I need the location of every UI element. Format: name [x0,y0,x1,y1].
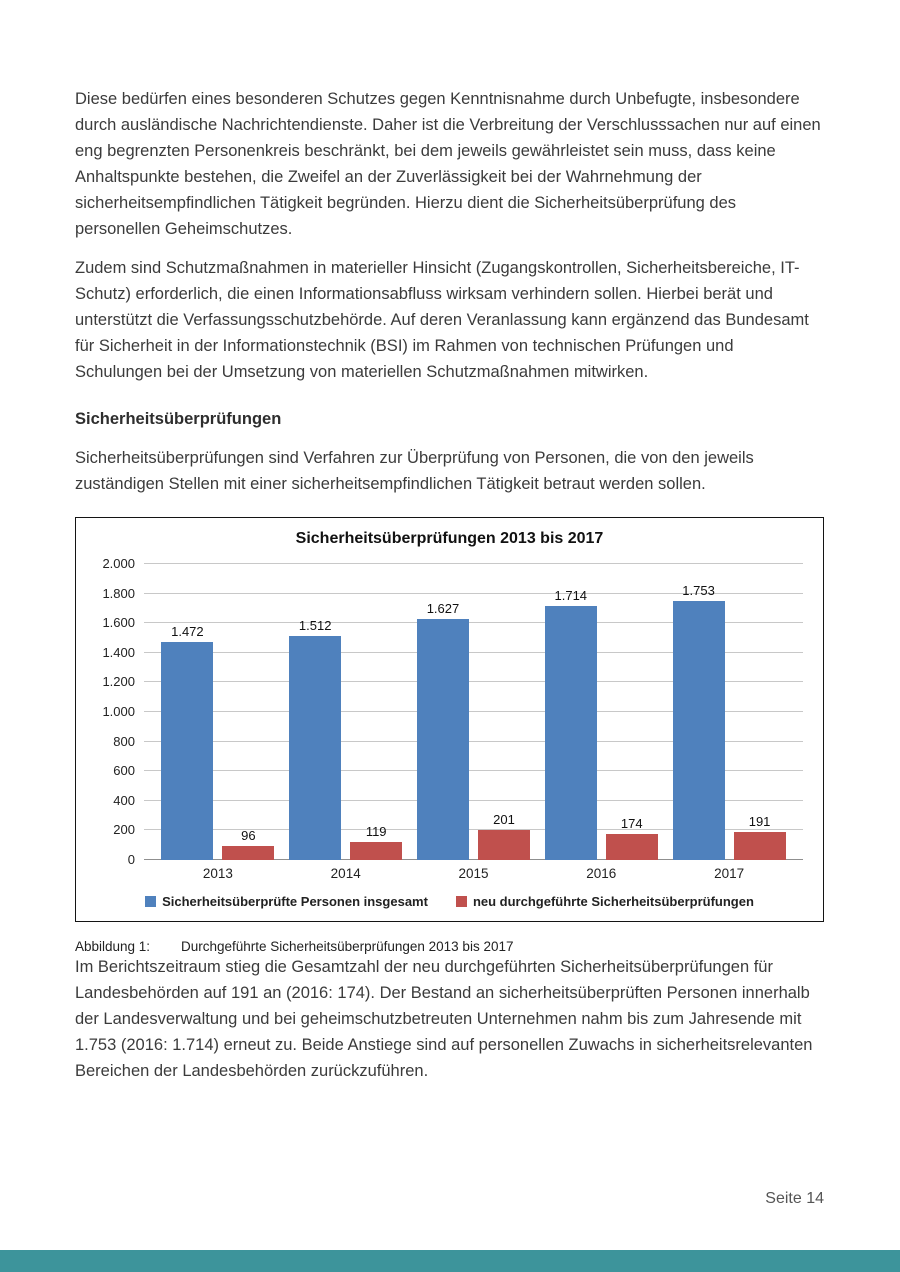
chart-legend [90,894,809,909]
bar-group-2013 [154,564,282,860]
bar-new [734,832,786,860]
bar-group-2016 [537,564,665,860]
x-tick-label: 2013 [202,866,233,881]
bar-total [417,619,469,860]
chart [75,517,824,922]
bar-value-label: 1.512 [298,618,332,634]
bar-total [161,642,213,860]
bar-value-label: 1.472 [171,624,204,640]
bar-new [222,846,274,860]
bar-value-label: 174 [620,816,643,832]
body-paragraph-4: Im Berichtszeitraum stieg die Gesamtzahl der neu durchgeführten Sicherheitsüberprüfungen für Landesbehörden auf 191 an (2016: 174). Der Bestand an sicherheitsüberprüften Personen innerhalb der Landesverwaltung und bei geheimschutzbetreuten Unternehmen nahm bis zum Jahresende mit 1.753 (2016: 1.714) erneut zu. Beide Anstiege sind auf personellen Zuwachs in sicherheitsrelevanten Bereichen der Landesbehörden zurückzuführen. [75,958,813,1080]
bar-value-label: 1.627 [426,601,460,617]
bar-total [545,606,597,860]
chart-xaxis [144,866,803,881]
bar-wrap [222,564,274,860]
y-tick-label: 800 [113,733,135,749]
body-paragraph-1: Diese bedürfen eines besonderen Schutzes gegen Kenntnisnahme durch Unbefugte, insbesondere durch ausländische Nachrichtendienste. Daher ist die Verbreitung der Verschlusssachen nur auf einen eng begrenzten Personenkreis beschränkt, bei dem jeweils gewährleistet sein muss, dass keine Anhaltspunkte bestehen, die Zweifel an der Zuverlässigkeit bei der Wahrnehmung der sicherheitsempfindlichen Tätigkeit begründen. Hierzu dient die Sicherheitsüberprüfung des personellen Geheimschutzes. [75,90,821,238]
y-tick-label: 2.000 [102,556,135,571]
legend-label: Sicherheitsüberprüfte Personen insgesamt [162,894,428,909]
bar-new [350,842,402,860]
bar-wrap [478,564,530,860]
legend-swatch-icon [456,896,467,907]
x-tick-label: 2016 [586,866,617,881]
footer-accent-bar [0,1250,900,1272]
x-tick-label: 2017 [714,866,745,881]
bar-total [289,636,341,860]
y-tick-label: 200 [113,822,135,838]
bar-wrap [350,564,402,860]
chart-plot [102,556,803,867]
section-heading: Sicherheitsüberprüfungen [75,410,282,428]
bar-value-label: 119 [365,824,387,840]
y-tick-label: 600 [113,763,135,779]
bar-wrap [417,564,469,860]
bar-group-2015 [410,564,538,860]
y-tick-label: 1.800 [102,585,135,601]
bar-wrap [673,564,725,860]
bar-wrap [545,564,597,860]
bar-wrap [289,564,341,860]
body-paragraph-3: Sicherheitsüberprüfungen sind Verfahren zur Überprüfung von Personen, die von den jeweils zuständigen Stellen mit einer sicherheitsempfindlichen Tätigkeit betraut werden sollen. [75,449,754,493]
y-tick-label: 1.000 [102,704,135,719]
bar-new [606,834,658,860]
legend-label: neu durchgeführte Sicherheitsüberprüfungen [472,894,754,909]
figure-caption-label: Abbildung 1: [75,939,151,954]
bar-total [673,601,725,860]
y-tick-label: 1.200 [102,674,135,690]
bar-value-label: 96 [241,827,256,843]
y-tick-label: 400 [113,792,135,808]
legend-item [145,894,428,909]
bar-value-label: 191 [748,813,771,829]
bar-group-2014 [282,564,410,860]
y-tick-label: 1.400 [102,644,135,660]
bar-value-label: 1.753 [682,582,715,598]
x-tick-label: 2014 [330,866,361,881]
x-tick-label: 2015 [458,866,489,881]
y-tick-label: 0 [127,852,135,867]
page-number: Seite 14 [765,1190,824,1207]
body-paragraph-2: Zudem sind Schutzmaßnahmen in materieller Hinsicht (Zugangskontrollen, Sicherheitsbereiche, IT-Schutz) erforderlich, die einen Informationsabfluss wirksam verhindern sollen. Hierbei berät und unterstützt die Verfassungsschutzbehörde. Auf deren Veranlassung kann ergänzend das Bundesamt für Sicherheit in der Informationstechnik (BSI) im Rahmen von technischen Prüfungen und Schulungen bei der Umsetzung von materiellen Schutzmaßnahmen mitwirken. [75,259,809,381]
bar-wrap [606,564,658,860]
y-tick-label: 1.600 [102,615,135,631]
bar-value-label: 201 [493,812,515,828]
figure-caption-text: Durchgeführte Sicherheitsüberprüfungen 2013 bis 2017 [181,939,514,954]
legend-swatch-icon [145,896,156,907]
legend-item [456,894,754,909]
bar-groups [144,564,803,860]
bar-group-2017 [665,564,793,860]
chart-title: Sicherheitsüberprüfungen 2013 bis 2017 [295,530,604,547]
figure-caption [75,939,824,954]
bar-wrap [161,564,213,860]
bar-wrap [734,564,786,860]
bar-value-label: 1.714 [554,588,588,604]
bar-new [478,830,530,860]
